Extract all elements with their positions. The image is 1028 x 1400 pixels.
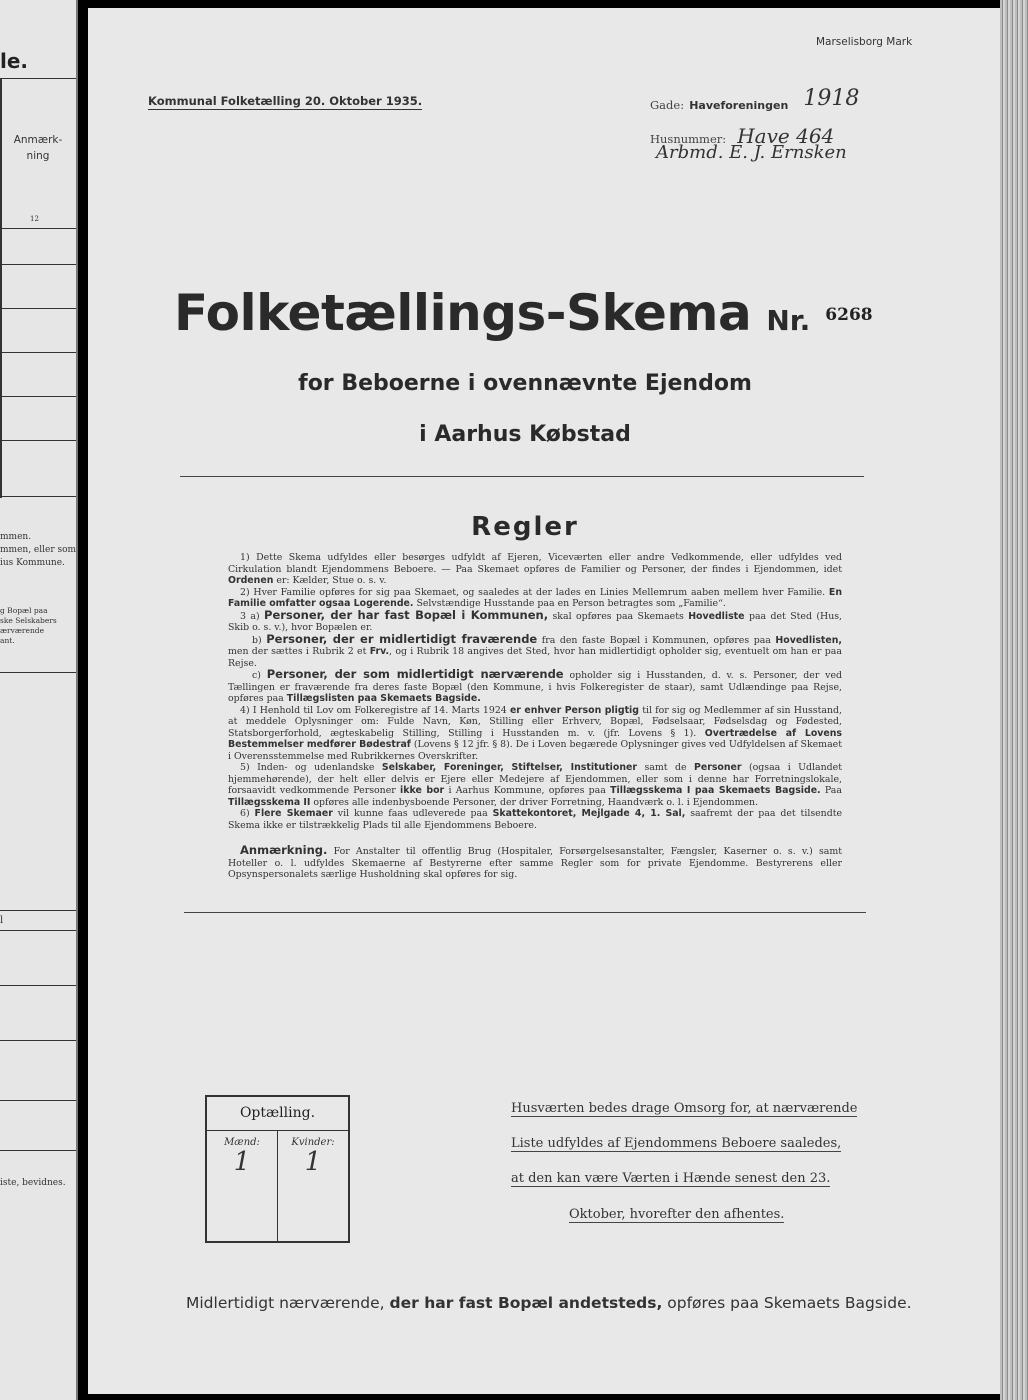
rules-heading: Regler xyxy=(471,512,579,542)
resident-handwritten: Arbmd. E. J. Ernsken xyxy=(656,142,847,163)
rule-4: 4) I Henhold til Lov om Folkeregistre af 14. Marts 1924 er enhver Person pligtig til for sig og Medlemmer af sin Husstand, at meddele Oplysninger om: Fulde Navn, Køn, Stilling eller Erhverv, Bopæl, Fødselsaar, Fødselsdag og Fødested, Statsborgerforhold, ægteskabelig Stilling, Stilling i Husstanden m. v. (jfr. Lovens § 1). Overtrædelse af Lovens Bestemmelser medfører Bødestraf (Lovens § 12 jfr. § 8). De i Loven begærede Oplysninger gives ved Udfyldelsen af Skemaet i Overensstemmelse med Rubrikkernes Overskrifter. xyxy=(228,704,842,762)
rule-2: 2) Hver Familie opføres for sig paa Skemaet, og saaledes at der lades en Linies Mellemrum aaben mellem hver Familie. En Familie omfatter ogsaa Logerende. Selvstændige Husstande paa en Person betragtes som „Familie“. xyxy=(228,586,843,609)
women-count: 1 xyxy=(304,1147,322,1177)
footer-part-2: der har fast Bopæl andetsteds, xyxy=(389,1294,663,1312)
street-label: Gade: xyxy=(650,98,685,112)
left-note-line: ant. xyxy=(0,636,15,645)
left-note-line: ærværende xyxy=(0,626,45,635)
table-rule xyxy=(0,78,76,79)
landlord-note-line: Oktober, hvorefter den afhentes. xyxy=(569,1207,785,1222)
landlord-note-line: at den kan være Værten i Hænde senest den 23. xyxy=(511,1171,831,1186)
footer-part-3: opføres paa Skemaets Bagside. xyxy=(667,1294,912,1312)
footer-note xyxy=(186,1294,912,1312)
landlord-note-line: Liste udfyldes af Ejendommens Beboere saaledes, xyxy=(511,1136,842,1151)
form-number-value: 6268 xyxy=(825,305,873,325)
left-note-line: mmen. xyxy=(0,532,32,542)
left-note-line: ske Selskabers xyxy=(0,616,57,625)
left-note-line: mmen, eller som xyxy=(0,545,77,555)
men-count: 1 xyxy=(233,1147,251,1177)
column-number: 12 xyxy=(30,215,39,223)
footer-part-1: Midlertidigt nærværende, xyxy=(186,1294,385,1312)
divider xyxy=(184,912,866,913)
remark-note xyxy=(228,845,842,881)
remark-text: For Anstalter til offentlig Brug (Hospitaler, Forsørgelsesanstalter, Fængsler, Kaserner o. s. v.) samt Hoteller o. l. udfyldes Skemaerne af Bestyrerne efter samme Regler som for private Ejendomme. Bestyrerens eller Opsynspersonalets særlige Husholdning skal opføres for sig. xyxy=(228,846,843,880)
men-label: Mænd: xyxy=(224,1137,260,1148)
rule-3b: b) Personer, der er midlertidigt fraværende fra den faste Bopæl i Kommunen, opføres paa Hovedlisten, men der sættes i Rubrik 2 et Frv., og i Rubrik 18 angives det Sted, hvor han midlertidigt opholder sig, eventuelt om han er paa Rejse. xyxy=(228,631,842,669)
left-facing-page: le. Anmærk- ning 12 mmen. mmen, eller som ius Kommune. g Bopæl paa ske Selskabers ærværende ant. l iste, bevidnes. xyxy=(0,0,78,1400)
form-title xyxy=(174,284,894,342)
street-handwritten: 1918 xyxy=(803,86,860,111)
street-value: Haveforeningen xyxy=(689,99,789,112)
landlord-note-line: Husværten bedes drage Omsorg for, at nærværende xyxy=(511,1101,858,1116)
table-left-rule xyxy=(0,78,2,498)
remark-label: Anmærkning. xyxy=(240,843,328,857)
house-number-handwritten: Have 464 xyxy=(737,124,835,148)
street-field xyxy=(650,86,860,116)
divider xyxy=(180,476,864,477)
rule-1: 1) Dette Skema udfyldes eller besørges udfyldt af Ejeren, Viceværten eller andre Vedkommende, eller udfyldes ved Cirkulation blandt Ejendommens Beboere. — Paa Skemaet opføres de Familier og Personer, der findes i Ejendommen, idet Ordenen er: Kælder, Stue o. s. v. xyxy=(228,552,842,586)
rule-5: 5) Inden- og udenlandske Selskaber, Foreninger, Stiftelser, Institutioner samt de Personer (ogsaa i Udlandet hjemmehørende), der helt eller delvis er Ejere eller Medejere af Ejendommen, eller som i denne har Forretningslokale, forsaavidt vedkommende Personer ikke bor i Aarhus Kommune, opføres paa Tillægsskema I paa Skemaets Bagside. Paa Tillægsskema II opføres alle indenbysboende Personer, der driver Forretning, Haandværk o. l. i Ejendommen. xyxy=(228,762,842,808)
form-subtitle-1: for Beboerne i ovennævnte Ejendom xyxy=(298,371,752,396)
corner-note: Marselisborg Mark xyxy=(816,36,913,48)
count-box-title: Optælling. xyxy=(239,1105,316,1121)
left-note-line: g Bopæl paa xyxy=(0,606,48,615)
column-header-remarks: Anmærk- ning xyxy=(13,134,63,162)
form-title-main: Folketællings-Skema xyxy=(174,284,752,342)
rule-6: 6) Flere Skemaer vil kunne faas udleverede paa Skattekontoret, Mejlgade 4, 1. Sal, saafremt der paa det tilsendte Skema ikke er tilstrækkelig Plads til alle Ejendommens Beboere. xyxy=(228,808,843,831)
rule-3c: c) Personer, der som midlertidigt nærværende opholder sig i Husstanden, d. v. s. Personer, der ved Tællingen er fraværende fra deres faste Bopæl (den Kommune, i hvis Folkeregister de staar), samt Udlændinge paa Rejse, opføres paa Tillægslisten paa Skemaets Bagside. xyxy=(228,667,843,704)
left-note-line: iste, bevidnes. xyxy=(0,1178,66,1188)
count-box xyxy=(205,1095,350,1243)
form-subtitle-2: i Aarhus Købstad xyxy=(419,422,631,447)
census-title: Kommunal Folketælling 20. Oktober 1935. xyxy=(148,94,423,108)
rule-3a: 3 a) Personer, der har fast Bopæl i Kommunen, skal opføres paa Skemaets Hovedliste paa det Sted (Hus, Skib o. s. v.), hvor Bopælen er. xyxy=(228,607,843,633)
left-note-line: ius Kommune. xyxy=(0,558,65,568)
house-number-label: Husnummer: xyxy=(650,132,727,146)
page-stack-edge xyxy=(1000,0,1028,1400)
table-rule xyxy=(0,228,76,229)
form-number-label: Nr. xyxy=(766,304,811,337)
women-label: Kvinder: xyxy=(291,1137,335,1148)
left-page-title: le. xyxy=(0,49,29,73)
rules-body xyxy=(228,552,842,831)
table-rule xyxy=(0,496,76,497)
